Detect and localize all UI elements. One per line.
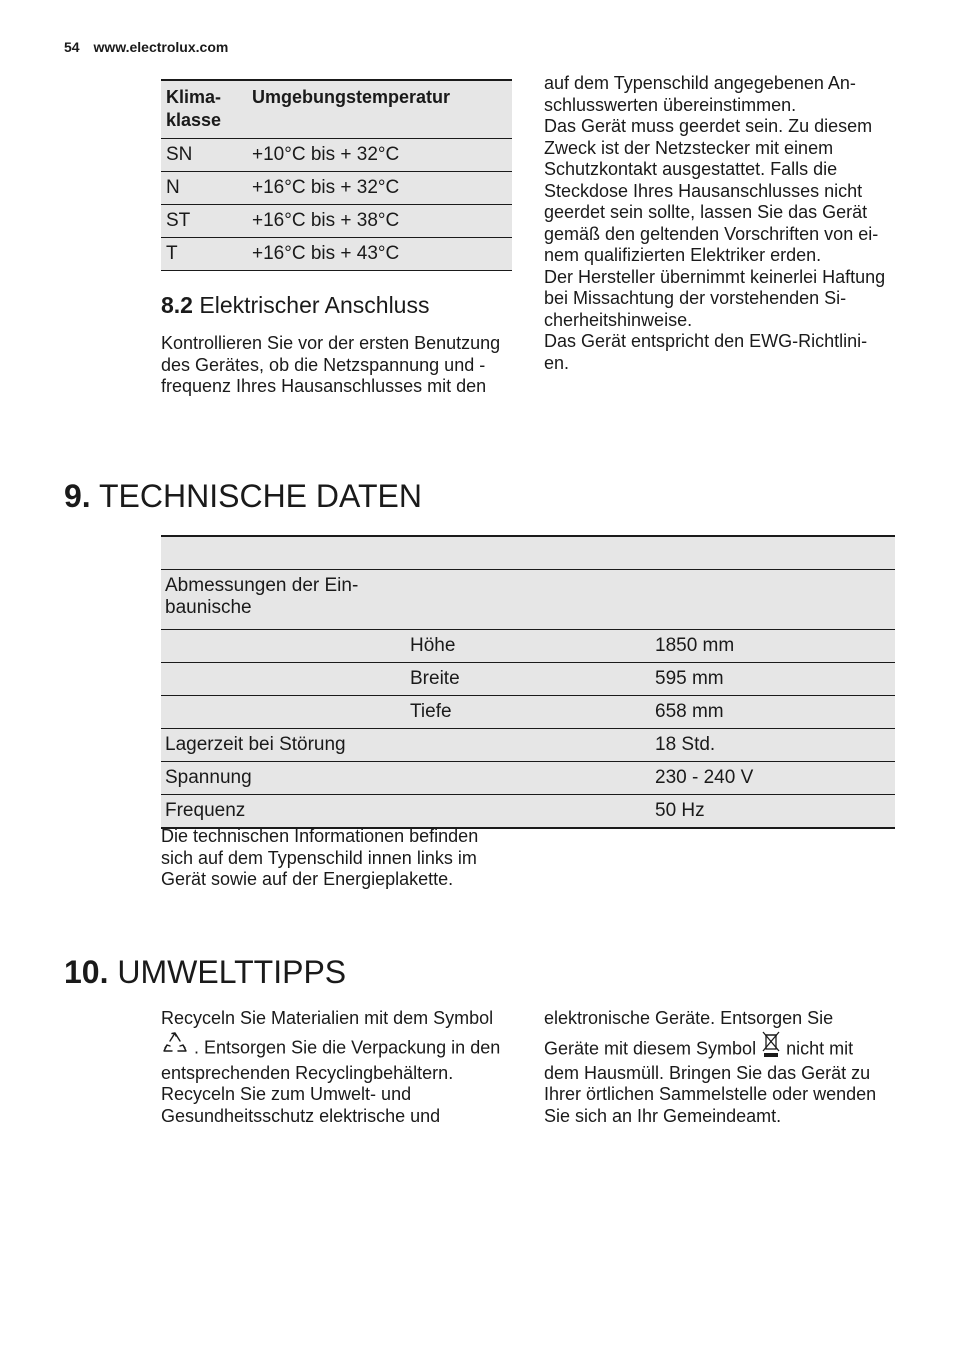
table-row: Tiefe 658 mm	[161, 696, 895, 729]
section-8-2-heading: 8.2 Elektrischer Anschluss	[161, 292, 430, 318]
table-row	[161, 570, 895, 630]
website-link[interactable]: www.electrolux.com	[93, 39, 229, 55]
table-header-row	[161, 80, 512, 139]
section-9-heading: 9. TECHNISCHE DATEN	[64, 478, 422, 514]
climate-class-table	[161, 79, 512, 271]
table-row: N +16°C bis + 32°C	[161, 172, 512, 205]
table-row: Höhe 1850 mm	[161, 630, 895, 663]
table-row: ST +16°C bis + 38°C	[161, 205, 512, 238]
electrical-connection-text-right: auf dem Typenschild angegebenen An- schlusswerten übereinstimmen. Das Gerät muss geerdet sein. Zu diesem Zweck ist der Netzstecker mit einem Schutzkontakt ausgestattet. Falls die Steckdose Ihres Hausanschlusses nicht geerdet sein sollte, lassen Sie das Gerät gemäß den geltenden Vorschriften von ei- nem qualifizierten Elektriker erden. Der Hersteller übernimmt keinerlei Haftung bei Missachtung der vorstehenden Si- cherheitshinweise. Das Gerät entspricht den EWG-Richtlini- en.	[544, 73, 886, 373]
dimensions-label: Abmessungen der Ein- baunische	[161, 570, 406, 630]
header-climate-class: Klima- klasse	[161, 80, 247, 139]
table-header-row	[161, 536, 895, 570]
table-row: Lagerzeit bei Störung 18 Std.	[161, 729, 895, 762]
table-row: Frequenz 50 Hz	[161, 795, 895, 829]
header-ambient-temperature: Umgebungstemperatur	[247, 80, 512, 139]
table-row: SN +10°C bis + 32°C	[161, 139, 512, 172]
technical-data-table	[161, 535, 895, 829]
section-10-heading: 10. UMWELTTIPPS	[64, 954, 347, 990]
electrical-connection-text-left: Kontrollieren Sie vor der ersten Benutzung des Gerätes, ob die Netzspannung und - frequenz Ihres Hausanschlusses mit den	[161, 333, 501, 396]
table-row: Breite 595 mm	[161, 663, 895, 696]
environment-text-left: Recyceln Sie Materialien mit dem Symbol . Entsorgen Sie die Verpackung in den entsprechenden Recyclingbehältern. Recyceln Sie zum Umwelt- und Gesundheitsschutz elektrische und	[161, 1008, 501, 1126]
table-row: T +16°C bis + 43°C	[161, 238, 512, 271]
environment-text-right: elektronische Geräte. Entsorgen Sie Geräte mit diesem Symbol nicht mit dem Hausmüll. Bringen Sie das Gerät zu Ihrer örtlichen Sammelstelle oder wenden Sie sich an Ihr Gemeindeamt.	[544, 1008, 877, 1126]
page-header	[64, 39, 228, 55]
page-number: 54	[64, 39, 80, 55]
recycling-icon	[161, 1030, 189, 1067]
table-row: Spannung 230 - 240 V	[161, 762, 895, 795]
technical-info-note: Die technischen Informationen befinden sich auf dem Typenschild innen links im Gerät sowie auf der Energieplakette.	[161, 826, 479, 889]
